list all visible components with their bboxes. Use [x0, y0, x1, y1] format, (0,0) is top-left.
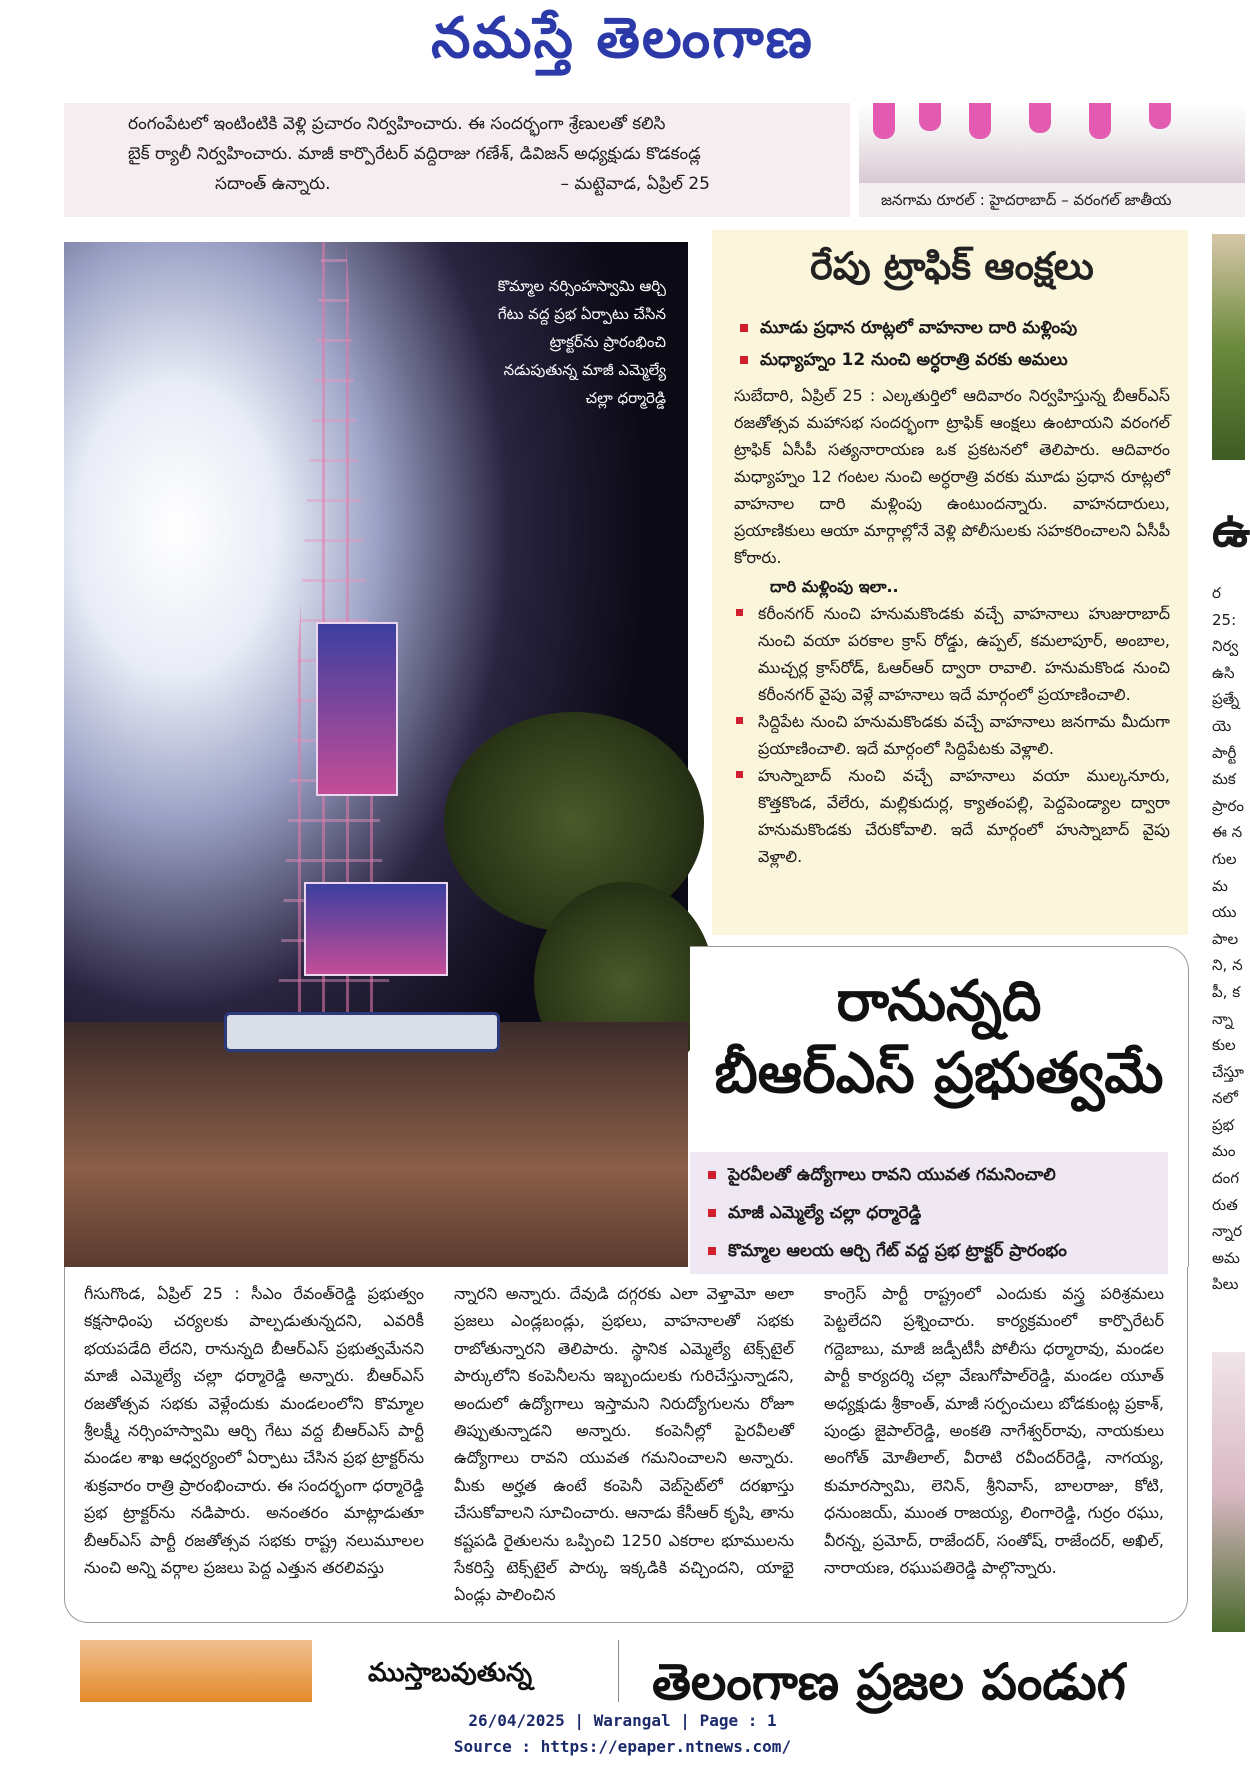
top-right-photo	[859, 103, 1245, 183]
strip-line: యు	[1212, 903, 1237, 922]
route-item: సిద్దిపేట నుంచి హనుమకొండకు వచ్చే వాహనాలు జనగామ మీదుగా ప్రయాణించాలి. ఇదే మార్గంలో సిద్దిపేటకు వెళ్లాలి.	[734, 708, 1170, 762]
route-item: హుస్నాబాద్ నుంచి వచ్చే వాహనాలు వయా ముల్కనూరు, కొత్తకొండ, వేలేరు, మల్లికుదుర్ల, క్యాతంపల్లి, పెద్దపెండ్యాల ద్వారా హనుమకొండకు చేరుకోవాలి. ఇదే మార్గంలో హుస్నాబాద్ వైపు వెళ్లాలి.	[734, 762, 1170, 870]
strip-line: యె	[1212, 716, 1232, 735]
article-column-3	[824, 1280, 1164, 1581]
top-story-snippet	[64, 103, 850, 217]
strip-line: మక	[1212, 770, 1236, 789]
poster	[304, 882, 448, 976]
brs-subhead-text: కొమ్మాల ఆలయ ఆర్చి గేట్ వద్ద ప్రభ ట్రాక్టర్ ప్రారంభం	[728, 1241, 1067, 1261]
adjacent-photo	[1212, 234, 1245, 460]
photo-caption	[426, 272, 666, 412]
strip-line: న్నా	[1212, 1009, 1234, 1028]
strip-line: ఈ న	[1212, 823, 1243, 842]
strip-line: రుత	[1212, 1195, 1238, 1214]
strip-line: ఉసి	[1212, 663, 1235, 682]
strip-line: అమ	[1212, 1248, 1240, 1267]
article-text: కాంగ్రెస్ పార్టీ రాష్ట్రంలో ఎందుకు వస్త్ర పరిశ్రమలు పెట్టలేదని ప్రశ్నించారు. కార్యక్రమంలో కార్పొరేటర్ గద్దెబాబు, మాజీ జడ్పీటీసీ పోలీసు ధర్మారావు, మండల పార్టీ కార్యదర్శి చల్లా వేణుగోపాల్‌రెడ్డి, మండల యూత్ అధ్యక్షుడు శ్రీకాంత్, మాజీ సర్పంచులు బోడకుంట్ల ప్రకాశ్, పుండ్రు జైపాల్‌రెడ్డి, అంకతి నాగేశ్వర్‌రావు, నాయకులు అంగోత్ మోతీలాల్, వీరాటి రవీందర్‌రెడ్డి, నాగయ్య, కుమారస్వామి, లెనిన్, శ్రీనివాస్, బాలరాజు, కోటి, ధనుంజయ్, ముంత రాజయ్య, లింగారెడ్డి, గుర్రం రఘు, వీరన్న, ప్రమోద్, రాజేందర్, సంతోష్, రాజేందర్, అఖిల్, నారాయణ, రఘుపతిరెడ్డి పాల్గొన్నారు.	[824, 1284, 1164, 1578]
brs-headline-line2: బీఆర్‌ఎస్ ప్రభుత్వమే	[714, 1041, 1164, 1106]
strip-line: పీ, క	[1212, 982, 1241, 1001]
traffic-subhead	[734, 344, 1170, 376]
article-column-2	[454, 1280, 794, 1609]
top-story-dateline: – మట్టెవాడ, ఏప్రిల్ 25	[560, 174, 710, 194]
strip-line: ర	[1212, 584, 1221, 602]
photo-caption-line: చల్లా ధర్మారెడ్డి	[585, 389, 666, 407]
crowd	[64, 1022, 688, 1267]
page-footer	[0, 1708, 1245, 1760]
adjacent-headline-glyph: ఉ	[1212, 502, 1250, 558]
strip-line: గుల	[1212, 849, 1237, 868]
traffic-title: రేపు ట్రాఫిక్ ఆంక్షలు	[810, 244, 1094, 288]
routes-heading: దారి మళ్లింపు ఇలా..	[770, 577, 899, 596]
strip-line: న్నార	[1212, 1222, 1242, 1241]
traffic-subhead-text: మధ్యాహ్నం 12 నుంచి అర్ధరాత్రి వరకు అమలు	[760, 350, 1068, 370]
adjacent-article-strip	[1212, 230, 1250, 1650]
strip-line: నిర్వ	[1212, 637, 1239, 656]
route-item: కరీంనగర్ నుంచి హనుమకొండకు వచ్చే వాహనాలు హుజురాబాద్ నుంచి వయా పరకాల క్రాస్ రోడ్డు, ఉప్పల్, కమలాపూర్, అంబాల, ముచ్చర్ల క్రాస్‌రోడ్, ఓఆర్ఆర్ ద్వారా రావాలి. హనుమకొండ నుంచి కరీంనగర్ వైపు వెళ్లే వాహనాలు ఇదే మార్గంలో ప్రయాణించాలి.	[734, 600, 1170, 708]
brs-headline-line1: రానున్నది	[836, 969, 1042, 1034]
footer-dateline: 26/04/2025 | Warangal | Page : 1	[468, 1711, 777, 1730]
article-text: న్నారని అన్నారు. దేవుడి దగ్గరకు ఎలా వెళ్తామో అలా ప్రజలు ఎండ్లబండ్లు, ప్రభలు, వాహనాలతో సభకు రాబోతున్నారని తెలిపారు. స్థానిక ఎమ్మెల్యే టెక్స్‌టైల్ పార్కులోని కంపెనీలను ఇబ్బందులకు గురిచేస్తున్నాడని, అందులో ఉద్యోగాలు ఇస్తామని నిరుద్యోగులను రోజూ తిప్పుతున్నాడని అన్నారు. కంపెనీల్లో పైరవీలతో ఉద్యోగాలు రావని యువత గమనించాలని అన్నారు. మీకు అర్హత ఉంటే కంపెనీ వెబ్‌సైట్‌లో దరఖాస్తు చేసుకోవాలని సూచించారు. ఆనాడు కేసీఆర్ కృషి, తాను కష్టపడి రైతులను ఒప్పించి 1250 ఎకరాల భూములను సేకరిస్తే టెక్స్‌టైల్ పార్కు ఇక్కడికి వచ్చిందని, యాభై ఏండ్లు పాలించిన	[454, 1284, 794, 1605]
footer-source: Source : https://epaper.ntnews.com/	[453, 1737, 792, 1756]
top-right-photo-caption: జనగామ రూరల్ : హైదరాబాద్ – వరంగల్ జాతీయ	[859, 183, 1245, 217]
brs-subhead	[708, 1232, 1168, 1270]
bottom-kicker: ముస్తాబవుతున్న	[368, 1658, 532, 1688]
strip-line: ప్రారం	[1212, 796, 1244, 815]
strip-line: నలో	[1212, 1089, 1238, 1108]
strip-line: పాల	[1212, 929, 1239, 948]
brs-subheads	[690, 1152, 1168, 1274]
bullet-icon	[708, 1209, 716, 1217]
strip-line: 25:	[1212, 610, 1237, 629]
bullet-icon	[708, 1247, 716, 1255]
brs-subhead-text: మాజీ ఎమ్మెల్యే చల్లా ధర్మారెడ్డి	[728, 1203, 922, 1223]
top-story-last-line: సదాంత్ ఉన్నారు.	[215, 174, 331, 194]
strip-line: ని, న	[1212, 956, 1243, 975]
strip-line: చేస్తూ	[1212, 1062, 1244, 1081]
adjacent-photo	[1212, 1352, 1245, 1632]
traffic-subhead-text: మూడు ప్రధాన రూట్లలో వాహనాల దారి మళ్లింపు	[760, 318, 1078, 338]
top-story-line	[128, 169, 820, 199]
brs-subhead	[708, 1156, 1168, 1194]
photo-caption-line: ట్రాక్టర్‌ను ప్రారంభించి	[549, 333, 666, 351]
routes-list	[734, 600, 1170, 870]
strip-line: మం	[1212, 1142, 1236, 1161]
brs-subhead	[708, 1194, 1168, 1232]
photo-caption-line: కొమ్మాల నర్సింహస్వామి ఆర్చి	[497, 277, 666, 295]
strip-line: మ	[1212, 876, 1228, 895]
traffic-body: సుబేదారి, ఏప్రిల్ 25 : ఎల్కతుర్తిలో ఆదివారం నిర్వహిస్తున్న బీఆర్‌ఎస్ రజతోత్సవ మహాసభ సందర్భంగా ట్రాఫిక్ ఆంక్షలు ఉంటాయని వరంగల్ ట్రాఫిక్ ఏసీపీ సత్యనారాయణ ఒక ప్రకటనలో తెలిపారు. ఆదివారం మధ్యాహ్నం 12 గంటల నుంచి అర్ధరాత్రి వరకు మూడు ప్రధాన రూట్లలో వాహనాల దారి మళ్లింపు ఉంటుందన్నారు. వాహనదారులు, ప్రయాణికులు ఆయా మార్గాల్లోనే వెళ్లి పోలీసులకు సహకరించాలని ఏసీపీ కోరారు.	[734, 386, 1170, 567]
photo-caption-line: గేటు వద్ద ప్రభ ఏర్పాటు చేసిన	[497, 305, 666, 323]
bottom-photo	[80, 1640, 312, 1702]
strip-line: కుల	[1212, 1036, 1236, 1055]
main-photo	[64, 242, 688, 1267]
brs-headline	[690, 966, 1188, 1110]
brs-subhead-text: పైరవీలతో ఉద్యోగాలు రావని యువత గమనించాలి	[728, 1165, 1056, 1185]
bullet-icon	[708, 1171, 716, 1179]
bullet-icon	[740, 356, 748, 364]
top-story-line: రంగంపేటలో ఇంటింటికి వెళ్లి ప్రచారం నిర్వహించారు. ఈ సందర్భంగా శ్రేణులతో కలిసి	[128, 114, 666, 134]
traffic-subhead	[734, 312, 1170, 344]
strip-line: పిలు	[1212, 1275, 1239, 1294]
bottom-headline: తెలంగాణ ప్రజల పండుగ	[652, 1653, 1126, 1711]
article-column-1	[84, 1280, 424, 1581]
article-text: గీసుగొండ, ఏప్రిల్ 25 : సీఎం రేవంత్‌రెడ్డి ప్రభుత్వం కక్షసాధింపు చర్యలకు పాల్పడుతున్నదని, ఎవరికీ భయపడేది లేదని, రానున్నది బీఆర్‌ఎస్ ప్రభుత్వమేనని మాజీ ఎమ్మెల్యే చల్లా ధర్మారెడ్డి అన్నారు. బీఆర్‌ఎస్ రజతోత్సవ సభకు వెళ్లేందుకు మండలంలోని కొమ్మాల శ్రీలక్ష్మీ నర్సింహస్వామి ఆర్చి గేటు వద్ద బీఆర్‌ఎస్ పార్టీ మండల శాఖ ఆధ్వర్యంలో ఏర్పాటు చేసిన ప్రభ ట్రాక్టర్‌ను శుక్రవారం రాత్రి ప్రారంభించారు. ఈ సందర్భంగా ధర్మారెడ్డి ప్రభ ట్రాక్టర్‌ను నడిపారు. అనంతరం మాట్లాడుతూ బీఆర్‌ఎస్ పార్టీ రజతోత్సవ సభకు రాష్ట్ర నలుమూలల నుంచి అన్ని వర్గాల ప్రజలు పెద్ద ఎత్తున తరలివస్తు	[84, 1284, 424, 1578]
column-divider	[618, 1640, 619, 1702]
strip-line: ప్రభ	[1212, 1115, 1234, 1134]
tractor-roof	[224, 1012, 500, 1052]
strip-line: ప్రత్నే	[1212, 690, 1240, 709]
strip-line: దంగ	[1212, 1169, 1239, 1188]
photo-caption-line: నడుపుతున్న మాజీ ఎమ్మెల్యే	[503, 361, 666, 379]
traffic-article	[712, 230, 1188, 935]
masthead-logo: నమస్తే తెలంగాణ	[431, 6, 814, 71]
strip-line: పార్టీ	[1212, 743, 1237, 762]
top-story-line: బైక్ ర్యాలీ నిర్వహించారు. మాజీ కార్పొరేటర్ వద్దిరాజు గణేశ్, డివిజన్ అధ్యక్షుడు కొడకండ్ల	[128, 144, 701, 164]
bullet-icon	[740, 324, 748, 332]
poster	[316, 622, 398, 796]
adjacent-text-lines	[1212, 580, 1245, 1298]
